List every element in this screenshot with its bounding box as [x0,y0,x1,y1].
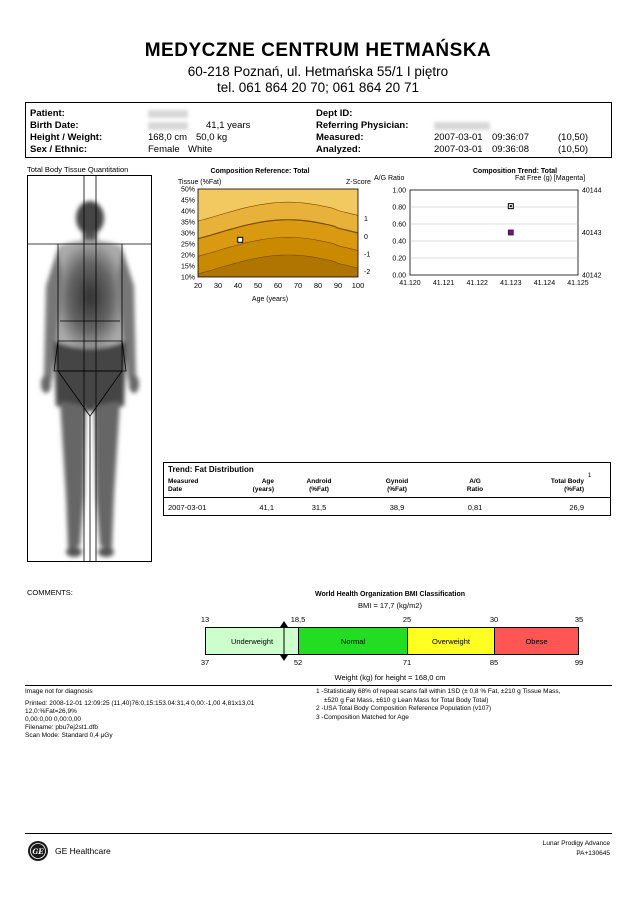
footnote-3: 3 -Composition Matched for Age [316,713,409,721]
chart1-y-tick: 30% [180,230,195,238]
measured-date: 2007-03-01 [434,132,483,143]
weight-value: 50,0 kg [196,132,228,143]
trend-header-total: Total Body (%Fat) [550,478,584,493]
scan-mode: Scan Mode: Standard 0,4 μGy [25,732,113,739]
trend-header-ag: A/G Ratio [466,478,484,493]
printed-line-2: 12,0:%Fat=26,9% [25,708,77,715]
chart1-z-tick: 1 [364,216,368,224]
chart1-x-tick: 60 [273,281,283,290]
chart2-x-tick: 41.124 [533,280,556,287]
chart1-x-tick: 80 [313,281,323,290]
chart2-x-tick: 41.121 [432,280,455,287]
chart1-x-tick: 90 [333,281,343,290]
chart1-y-tick: 45% [180,197,195,205]
chart2-y-tick: 1.00 [392,187,406,195]
height-weight-label: Height / Weight: [30,132,103,143]
chart2-title: Composition Trend: Total [472,168,558,175]
bmi-top-tick: 13 [200,615,210,624]
bmi-title: World Health Organization BMI Classification [315,591,465,598]
chart1-zlabel: Z-Score [346,179,371,186]
dxa-body-image [27,175,152,562]
composition-trend-chart [370,165,615,305]
ethnic-value: White [188,144,213,155]
chart1-bands [198,189,358,277]
bmi-top-tick: 25 [402,615,412,624]
bmi-top-tick: 35 [574,615,584,624]
chart1-z-tick: -1 [364,251,371,259]
composition-reference-chart [160,165,375,305]
chart2-r-tick: 40144 [582,187,602,195]
bmi-obese: Obese [494,627,579,655]
chart1-y-tick: 15% [180,263,195,271]
trend-cell-android: 31,5 [311,503,327,512]
bmi-top-tick: 30 [489,615,499,624]
clinic-address: 60-218 Poznań, ul. Hetmańska 55/1 I piętro [187,64,449,79]
physician-redacted [434,122,490,130]
age-value: 41,1 years [206,120,251,131]
chart2-y-tick: 0.60 [392,221,406,229]
footer-rule-bottom [25,833,612,834]
not-for-diagnosis: Image not for diagnosis [25,688,93,695]
patient-info-box [25,102,612,158]
measured-version: (10,50) [558,132,589,143]
height-value: 168,0 cm [148,132,188,143]
printed-line-3: 0,00:0,00 0,00:0,00 [25,716,82,723]
chart2-y-ticks [392,188,406,280]
chart2-x-tick: 41.123 [500,280,522,287]
sex-ethnic-label: Sex / Ethnic: [30,144,88,155]
chart1-y-ticks [181,187,195,282]
trend-cell-gynoid: 38,9 [389,503,405,512]
bmi-normal: Normal [298,627,408,655]
chart1-z-tick: -2 [364,269,371,276]
device-name: Lunar Prodigy Advance [542,840,610,847]
chart2-frame [410,190,578,275]
chart2-grid [410,190,578,275]
bmi-bottom-tick: 85 [489,658,499,667]
trend-cell-age: 41,1 [259,503,274,512]
footnote-1b: ±520 g Fat Mass, ±610 g Lean Mass for Total Body Total) [324,696,489,704]
measured-label: Measured: [316,132,364,143]
footnotes [316,688,561,722]
analyzed-time: 09:36:08 [492,144,529,155]
bmi-value: BMI = 17,7 (kg/m2) [358,601,422,610]
chart1-x-tick: 100 [351,281,365,290]
trend-header-rule [164,497,610,498]
footnote-2: 2 -USA Total Body Composition Reference Population (v107) [316,705,492,712]
trend-header-gynoid: Gynoid (%Fat) [385,478,409,493]
trend-header-age: Age (years) [252,478,274,493]
chart2-x-tick: 41.122 [466,280,488,287]
chart1-x-ticks [194,281,364,290]
chart2-point-ag-center [510,205,512,207]
sex-value: Female [148,144,180,155]
chart1-y-tick: 35% [180,219,195,227]
bmi-bottom-tick: 71 [402,658,412,667]
chart2-x-tick: 41.125 [567,280,589,287]
printed-info [25,700,254,740]
footer-rule-top [25,685,612,686]
company-name: GE Healthcare [55,846,111,856]
chart1-x-tick: 50 [253,281,263,290]
bmi-bottom-tick: 99 [574,658,584,667]
chart1-point [238,237,243,242]
composition-reference-svg [160,165,375,305]
analyzed-version: (10,50) [558,144,589,155]
body-image-title: Total Body Tissue Quantitation [27,165,129,174]
trend-cell-ag: 0,81 [467,503,483,512]
birth-date-redacted [148,122,188,130]
chart1-x-tick: 30 [213,281,223,290]
device-id: PA+130645 [576,850,610,857]
chart1-x-tick: 20 [193,281,203,290]
chart2-x-tick: 41.120 [399,280,421,287]
chart2-r-tick: 40143 [582,230,602,237]
chart1-y-tick: 40% [180,208,195,216]
body-scan-svg [28,176,152,562]
chart2-y-tick: 0.80 [392,204,406,212]
chart1-title: Composition Reference: Total [210,168,310,175]
chart2-y-tick: 0.40 [392,238,406,246]
trend-title: Trend: Fat Distribution [168,465,254,474]
trend-header-measured: Measured Date [168,478,199,493]
bmi-bottom-tick: 52 [293,658,303,667]
ge-logo-icon [27,840,49,862]
svg-text:GE: GE [32,847,44,856]
chart1-y-tick: 25% [180,241,195,249]
trend-cell-total: 26,9 [569,503,584,512]
chart2-r-tick: 40142 [582,272,602,280]
chart2-r-ticks [582,188,602,280]
dept-id-label: Dept ID: [316,108,353,119]
chart1-y-tick: 50% [180,186,195,194]
chart1-x-tick: 40 [233,281,243,290]
chart2-ylabel: A/G Ratio [374,175,405,182]
chart1-points [238,237,243,242]
bmi-bottom-tick: 37 [200,658,210,667]
patient-label: Patient: [30,108,65,119]
composition-trend-svg [370,165,615,305]
referring-physician-label: Referring Physician: [316,120,409,131]
comments-label: COMMENTS: [27,588,73,597]
bmi-weight-caption: Weight (kg) for height = 168,0 cm [334,673,446,682]
clinic-name: MEDYCZNE CENTRUM HETMAŃSKA [144,40,492,61]
chart2-rlabel: Fat Free (g) [Magenta] [515,175,586,182]
bmi-top-tick: 18,5 [290,615,306,624]
analyzed-label: Analyzed: [316,144,361,155]
bmi-overweight: Overweight [407,627,495,655]
patient-name-redacted [148,110,188,118]
trend-header-android: Android (%Fat) [306,478,332,493]
chart1-xlabel: Age (years) [251,296,289,303]
bmi-underweight: Underweight [205,627,299,655]
footnote-1a: 1 -Statistically 68% of repeat scans fall within 1SD (± 0,8 % Fat, ±210 g Tissue Mass, [316,688,561,695]
chart1-y-tick: 20% [180,252,195,260]
chart2-y-tick: 0.00 [392,272,406,280]
chart2-y-tick: 0.20 [392,255,406,263]
birth-date-label: Birth Date: [30,120,79,131]
chart1-ylabel: Tissue (%Fat) [178,179,222,186]
measured-time: 09:36:07 [492,132,529,143]
trend-cell-date: 2007-03-01 [168,503,207,512]
chart1-y-tick: 10% [180,274,195,282]
fat-distribution-table [163,462,611,516]
trend-superscript: 1 [588,473,592,479]
filename: Filename: pbu7ej2st1.dfb [25,724,98,731]
clinic-phone: tel. 061 864 20 70; 061 864 20 71 [217,80,419,95]
chart1-z-tick: 0 [364,233,368,241]
chart1-x-tick: 70 [293,281,303,290]
chart2-point-fatfree [508,230,513,235]
chart2-x-ticks [399,280,589,287]
bmi-marker-arrow [277,620,291,662]
printed-line-1: Printed: 2008-12-01 12:09:25 (11,40)76:0,15:153.04:31,4 0,00:-1,00 4,81x13,01 [25,700,255,707]
analyzed-date: 2007-03-01 [434,144,483,155]
